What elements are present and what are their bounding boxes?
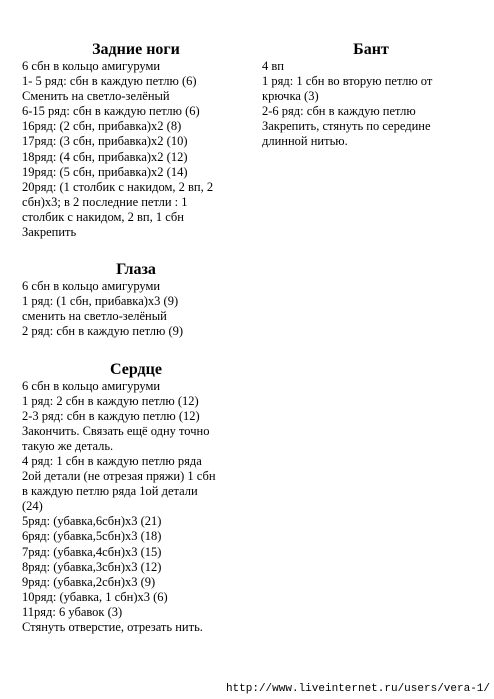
instruction-line: 6-15 ряд: сбн в каждую петлю (6)	[22, 104, 200, 119]
section-heart	[22, 360, 250, 636]
instruction-line: 9ряд: (убавка,2сбн)х3 (9)	[22, 574, 156, 589]
instruction-line: 19ряд: (5 сбн, прибавка)х2 (14)	[22, 164, 188, 179]
instruction-line: 6 сбн в кольцо амигуруми	[22, 59, 161, 73]
instruction-line: 1 ряд: 1 сбн во вторую петлю от	[262, 74, 433, 89]
instruction-line: длинной нитью.	[262, 134, 348, 149]
instruction-line: 4 вп	[262, 59, 284, 73]
instruction-line: 5ряд: (убавка,6сбн)х3 (21)	[22, 514, 162, 529]
left-column	[22, 40, 250, 655]
instruction-line: 2-3 ряд: сбн в каждую петлю (12)	[22, 408, 200, 423]
section-eyes	[22, 260, 250, 339]
instruction-line: 18ряд: (4 сбн, прибавка)х2 (12)	[22, 149, 188, 164]
instruction-line: 4 ряд: 1 сбн в каждую петлю ряда	[22, 453, 202, 468]
instruction-line: 6 сбн в кольцо амигуруми	[22, 378, 161, 393]
section-title: Бант	[353, 41, 389, 58]
source-url-footer: http://www.liveinternet.ru/users/vera-1/	[225, 683, 490, 695]
instruction-line: 6ряд: (убавка,5сбн)х3 (18)	[22, 529, 162, 544]
section-back-legs	[22, 40, 250, 240]
instruction-line: 16ряд: (2 сбн, прибавка)х2 (8)	[22, 119, 182, 134]
instruction-line: сменить на светло-зелёный	[22, 309, 167, 324]
instruction-line: Сменить на светло-зелёный	[22, 89, 170, 104]
instruction-line: Стянуть отверстие, отрезать нить.	[22, 620, 203, 634]
instruction-line: Закрепить	[22, 225, 77, 240]
instruction-line: 2 ряд: сбн в каждую петлю (9)	[22, 324, 184, 339]
section-title: Задние ноги	[92, 41, 180, 58]
instruction-line: 7ряд: (убавка,4сбн)х3 (15)	[22, 544, 162, 559]
instruction-line: 17ряд: (3 сбн, прибавка)х2 (10)	[22, 134, 188, 149]
instruction-line: 1 ряд: (1 сбн, прибавка)х3 (9)	[22, 294, 179, 309]
right-column	[262, 40, 480, 170]
instruction-line: Закрепить, стянуть по середине	[262, 119, 431, 134]
section-title: Сердце	[110, 360, 162, 378]
instruction-line: 2-6 ряд: сбн в каждую петлю	[262, 104, 416, 119]
instruction-line: 1 ряд: 2 сбн в каждую петлю (12)	[22, 393, 199, 408]
instruction-line: в каждую петлю ряда 1ой детали	[22, 484, 198, 499]
instruction-line: 2ой детали (не отрезая пряжи) 1 сбн	[22, 469, 216, 484]
instruction-line: 10ряд: (убавка, 1 сбн)х3 (6)	[22, 589, 168, 604]
instruction-line: 1- 5 ряд: сбн в каждую петлю (6)	[22, 74, 197, 89]
instruction-line: сбн)х3; в 2 последние петли : 1	[22, 194, 188, 209]
instruction-line: 20ряд: (1 столбик с накидом, 2 вп, 2	[22, 179, 214, 194]
instruction-line: 11ряд: 6 убавок (3)	[22, 604, 123, 619]
instruction-line: (24)	[22, 499, 43, 514]
instruction-line: крючка (3)	[262, 89, 319, 104]
section-title: Глаза	[116, 261, 156, 279]
instruction-line: 6 сбн в кольцо амигуруми	[22, 279, 161, 294]
instruction-line: 8ряд: (убавка,3сбн)х3 (12)	[22, 559, 162, 574]
instruction-line: такую же деталь.	[22, 438, 114, 453]
section-bow	[262, 40, 480, 150]
instruction-line: столбик с накидом, 2 вп, 1 сбн	[22, 209, 184, 224]
instruction-line: Закончить. Связать ещё одну точно	[22, 423, 210, 438]
